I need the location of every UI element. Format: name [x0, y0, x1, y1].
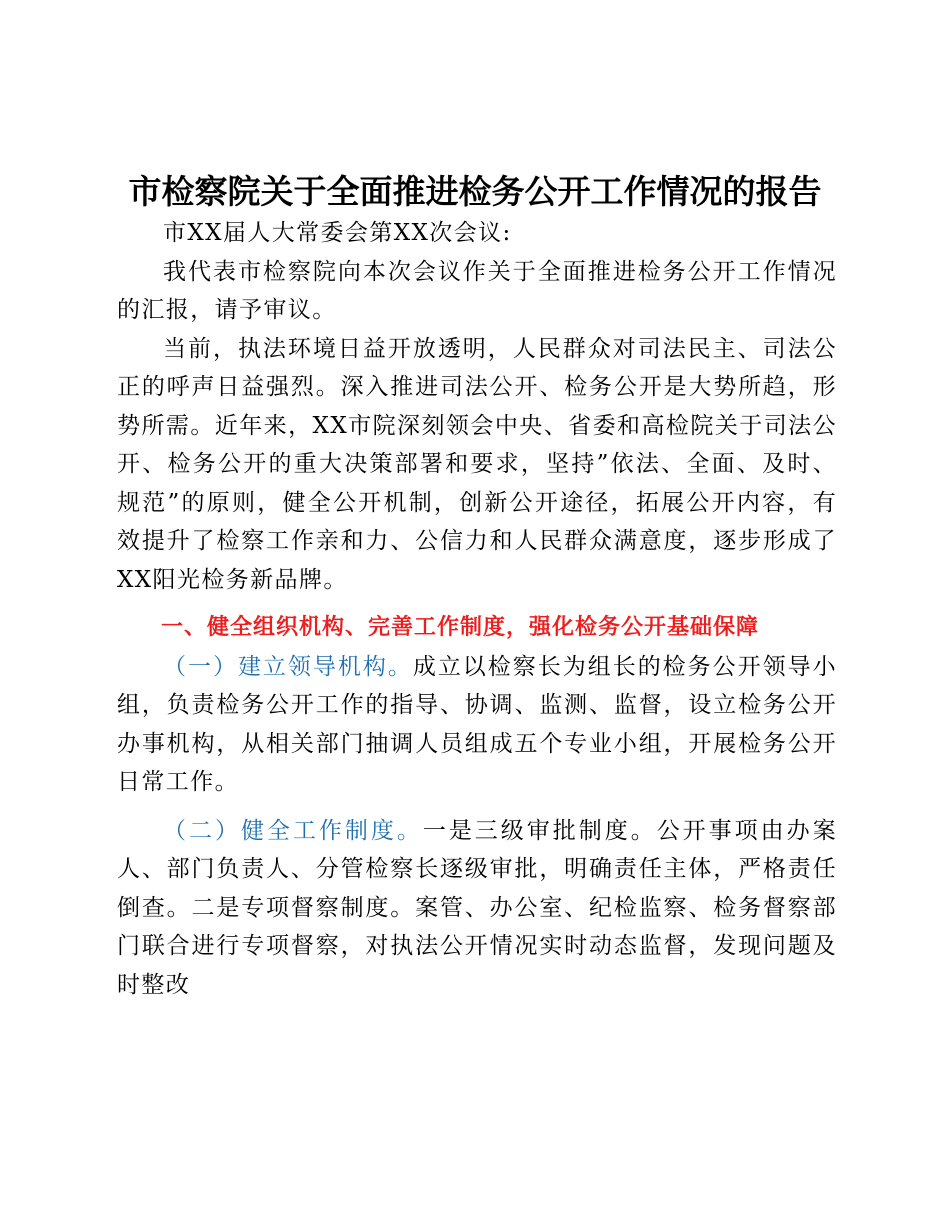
subsection-1-text: 成立以检察长为组长的检务公开领导小组，负责检务公开工作的指导、协调、监测、监督，设立检务公开办事机构，从相关部门抽调人员组成五个专业小组，开展检务公开日常工作。	[117, 653, 837, 795]
document-title: 市检察院关于全面推进检务公开工作情况的报告	[128, 172, 822, 211]
subsection-1-label: （一）建立领导机构。	[163, 653, 413, 680]
salutation: 市XX届人大常委会第XX次会议:	[163, 220, 512, 246]
subsection-2-label: （二）健全工作制度。	[163, 817, 423, 844]
subsection-1-paragraph	[117, 648, 837, 802]
subsection-2-text: 一是三级审批制度。公开事项由办案人、部门负责人、分管检察长逐级审批，明确责任主体，严格责任倒查。二是专项督察制度。案管、办公室、纪检监察、检务督察部门联合进行专项督察，对执法公开情况实时动态监督，发现问题及时整改	[117, 817, 837, 998]
background-paragraph: 当前，执法环境日益开放透明，人民群众对司法民主、司法公正的呼声日益强烈。深入推进司法公开、检务公开是大势所趋，形势所需。近年来，XX市院深刻领会中央、省委和高检院关于司法公开、检务公开的重大决策部署和要求，坚持”依法、全面、及时、规范”的原则，健全公开机制，创新公开途径，拓展公开内容，有效提升了检察工作亲和力、公信力和人民群众满意度，逐步形成了XX阳光检务新品牌。	[117, 335, 837, 593]
subsection-2-paragraph	[117, 812, 837, 1005]
document-body	[117, 214, 837, 1004]
section-heading: 一、健全组织机构、完善工作制度，强化检务公开基础保障	[161, 615, 760, 640]
intro-paragraph: 我代表市检察院向本次会议作关于全面推进检务公开工作情况的汇报，请予审议。	[117, 258, 837, 323]
